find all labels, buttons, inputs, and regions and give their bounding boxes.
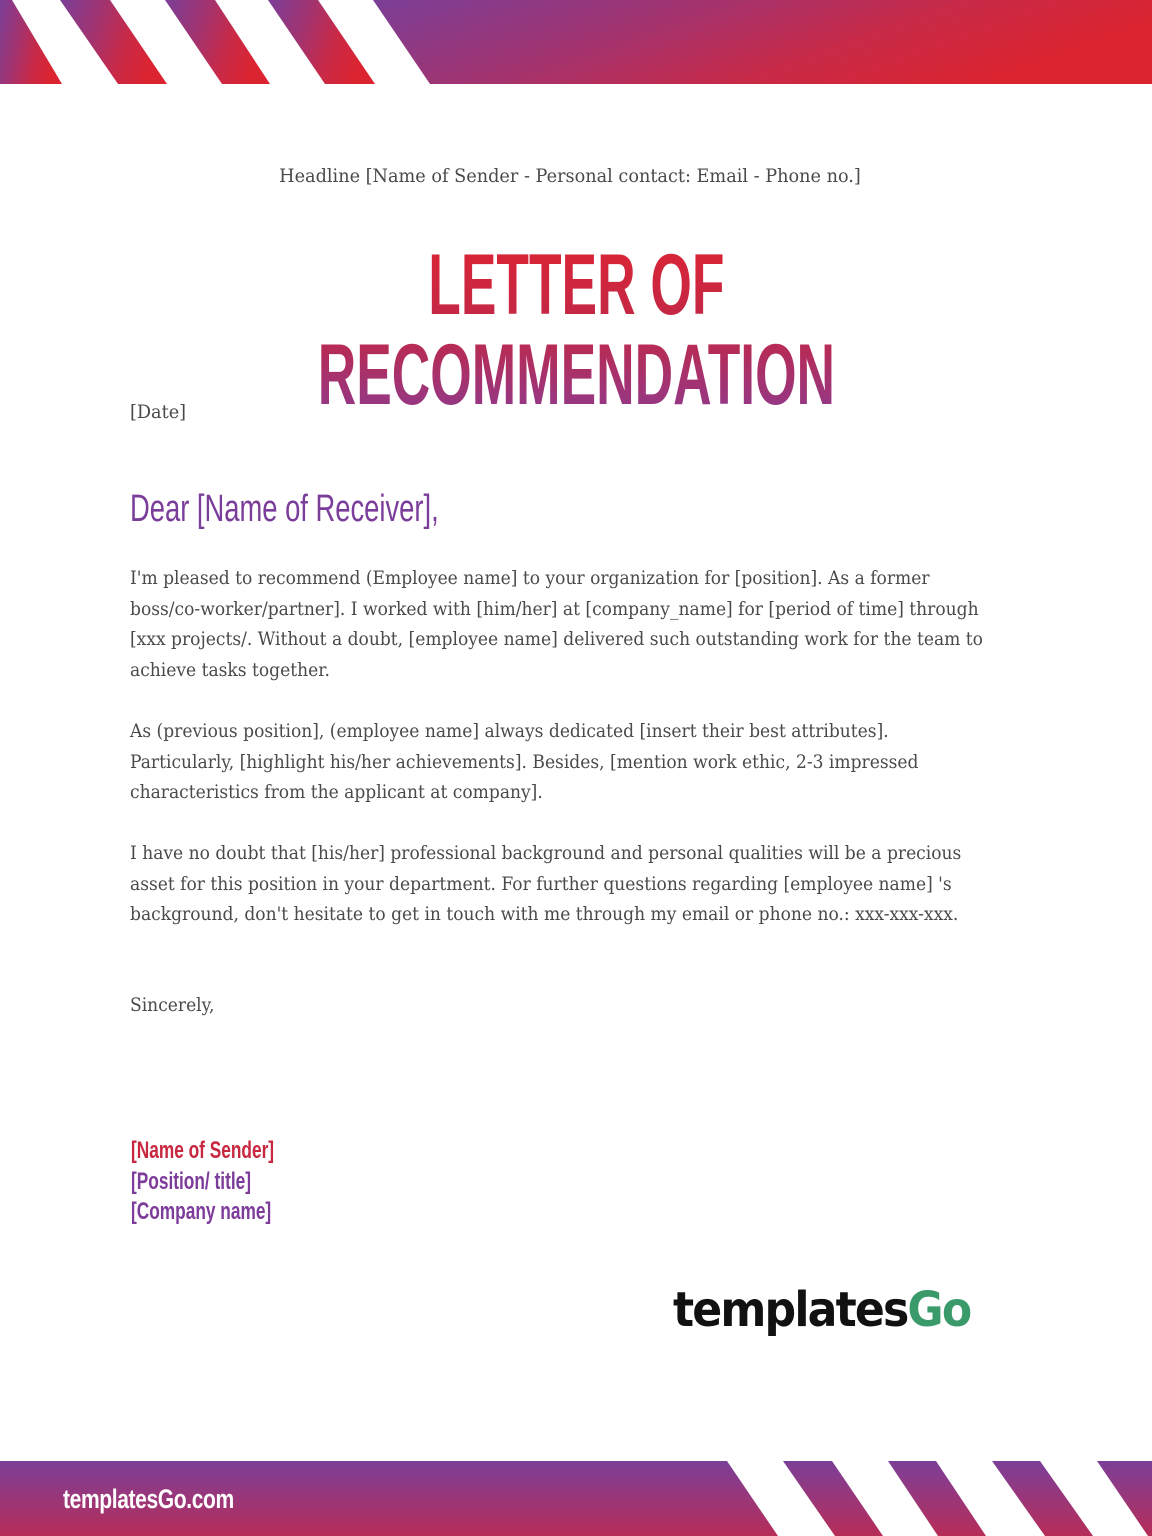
top-stripes-decoration	[0, 0, 1152, 84]
page-title: LETTER OF RECOMMENDATION	[219, 240, 933, 420]
signature-company: [Company name]	[131, 1198, 272, 1225]
letter-paragraph-3: I have no doubt that [his/her] professional background and personal qualities will be a precious asset for this position in your department. For further questions regarding [employee name] 's background, don't hesitate to get in touch with me through my email or phone no.: xxx-xxx-xxx.	[130, 842, 962, 925]
templatesgo-logo	[673, 1282, 970, 1338]
signature-name: [Name of Sender]	[131, 1137, 275, 1164]
footer-website-link[interactable]: templatesGo.com	[63, 1484, 234, 1514]
logo-text-accent: Go	[907, 1282, 971, 1338]
letter-paragraph-1: I'm pleased to recommend (Employee name] to your organization for [position]. As a former boss/co-worker/partner]. I worked with [him/her] at [company_name] for [period of time] through [xxx projects/. Without a doubt, [employee name] delivered such outstanding work for the team to achieve tasks together.	[130, 567, 983, 681]
signature-position: [Position/ title]	[131, 1168, 251, 1195]
top-banner	[0, 0, 1152, 84]
letter-closing: Sincerely,	[130, 994, 215, 1016]
headline: Headline [Name of Sender - Personal contact: Email - Phone no.]	[279, 165, 861, 187]
logo-text-main: templates	[673, 1282, 908, 1338]
letter-paragraph-2: As (previous position], (employee name] always dedicated [insert their best attributes]. Particularly, [highlight his/her achievements]. Besides, [mention work ethic, 2-3 impressed characteristics from the applicant at company].	[130, 720, 919, 803]
letter-greeting: Dear [Name of Receiver],	[130, 488, 439, 530]
letter-date: [Date]	[130, 401, 187, 423]
